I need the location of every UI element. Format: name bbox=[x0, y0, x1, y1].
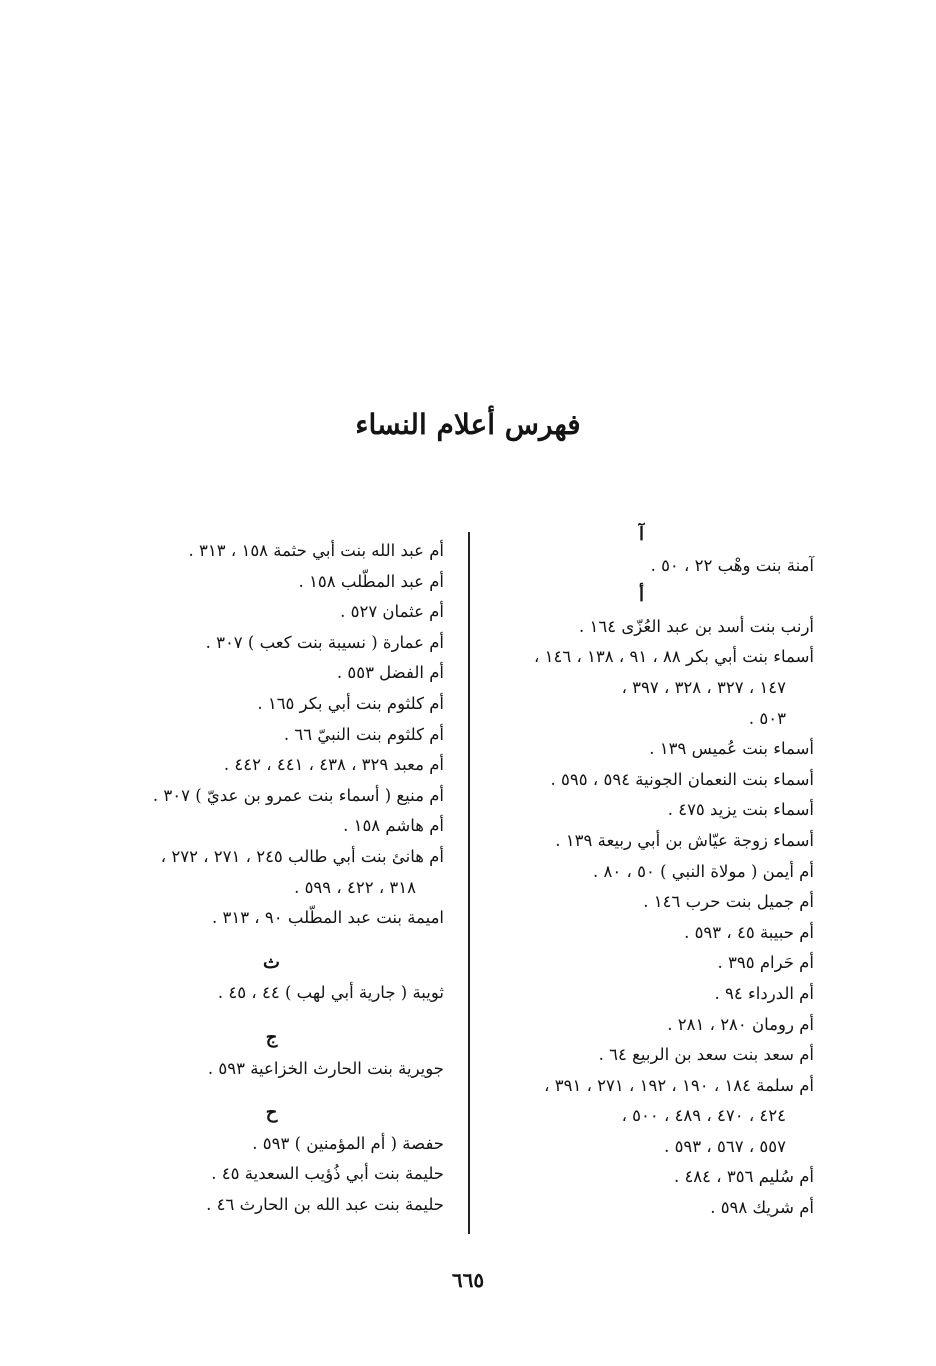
index-entry: أسماء بنت عُميس ١٣٩ . bbox=[649, 739, 814, 759]
index-entry: أسماء زوجة عيّاش بن أبي ربيعة ١٣٩ . bbox=[555, 830, 814, 850]
index-entry: أم هانئ بنت أبي طالب ٢٤٥ ، ٢٧١ ، ٢٧٢ ، bbox=[160, 846, 444, 866]
index-entry: أسماء بنت يزيد ٤٧٥ . bbox=[667, 800, 814, 820]
index-column-right bbox=[469, 520, 814, 1224]
index-entry: أرنب بنت أسد بن عبد العُزّى ١٦٤ . bbox=[579, 616, 814, 636]
index-spacer bbox=[99, 934, 444, 948]
index-entry: آمنة بنت وهْب ٢٢ ، ٥٠ . bbox=[650, 555, 814, 575]
index-entry: حليمة بنت عبد الله بن الحارث ٤٦ . bbox=[206, 1194, 444, 1214]
index-entry: أم الدرداء ٩٤ . bbox=[714, 983, 814, 1003]
page-title: فهرس أعلام النساء bbox=[355, 408, 581, 441]
index-section-letter: ث bbox=[263, 951, 280, 973]
index-section-letter: ج bbox=[265, 1026, 278, 1048]
index-entry: أم سُليم ٣٥٦ ، ٤٨٤ . bbox=[673, 1167, 814, 1187]
index-entry: أم منيع ( أسماء بنت عمرو بن عديّ ) ٣٠٧ . bbox=[152, 785, 444, 805]
index-entry: أم الفضل ٥٥٣ . bbox=[336, 663, 444, 683]
index-entry: أم عمارة ( نسيبة بنت كعب ) ٣٠٧ . bbox=[205, 632, 444, 652]
index-entry: أم سعد بنت سعد بن الربيع ٦٤ . bbox=[598, 1045, 814, 1065]
index-entry: أسماء بنت النعمان الجونية ٥٩٤ ، ٥٩٥ . bbox=[550, 769, 814, 789]
index-entry: أم حَرام ٣٩٥ . bbox=[717, 953, 814, 973]
index-entry: أم عثمان ٥٢٧ . bbox=[340, 602, 444, 622]
index-entry: أم عبد الله بنت أبي حثمة ١٥٨ ، ٣١٣ . bbox=[188, 541, 444, 560]
index-entry: أم حبيبة ٤٥ ، ٥٩٣ . bbox=[684, 922, 814, 942]
index-entry: أم كلثوم بنت النبيّ ٦٦ . bbox=[283, 724, 444, 744]
index-entry-continuation: ٣١٨ ، ٤٢٢ ، ٥٩٩ . bbox=[294, 877, 416, 897]
index-entry: أم هاشم ١٥٨ . bbox=[343, 816, 444, 836]
index-entry: جويرية بنت الحارث الخزاعية ٥٩٣ . bbox=[207, 1058, 444, 1078]
index-entry: اميمة بنت عبد المطّلب ٩٠ ، ٣١٣ . bbox=[211, 908, 444, 928]
index-section-letter: آ bbox=[638, 524, 644, 545]
index-entry: أم سلمة ١٨٤ ، ١٩٠ ، ١٩٢ ، ٢٧١ ، ٣٩١ ، bbox=[544, 1075, 814, 1095]
column-divider bbox=[468, 532, 470, 1234]
index-entry: حفصة ( أم المؤمنين ) ٥٩٣ . bbox=[252, 1133, 444, 1153]
index-entry: حليمة بنت أبي ذُؤيب السعدية ٤٥ . bbox=[211, 1164, 444, 1184]
index-section-letter: أ bbox=[638, 585, 644, 607]
index-entry: أم كلثوم بنت أبي بكر ١٦٥ . bbox=[257, 693, 444, 713]
index-entry: أسماء بنت أبي بكر ٨٨ ، ٩١ ، ١٣٨ ، ١٤٦ ، bbox=[534, 647, 814, 667]
index-entry-continuation: ١٤٧ ، ٣٢٧ ، ٣٢٨ ، ٣٩٧ ، bbox=[621, 677, 786, 697]
index-spacer bbox=[99, 1009, 444, 1023]
page-number: ٦٦٥ bbox=[451, 1268, 485, 1292]
index-section-letter: ح bbox=[265, 1102, 278, 1124]
index-entry: أم عبد المطّلب ١٥٨ . bbox=[298, 571, 444, 591]
index-entry: ثويبة ( جارية أبي لهب ) ٤٤ ، ٤٥ . bbox=[217, 983, 444, 1003]
index-entry-continuation: ٥٥٧ ، ٥٦٧ ، ٥٩٣ . bbox=[664, 1136, 786, 1156]
index-entry: أم أيمن ( مولاة النبي ) ٥٠ ، ٨٠ . bbox=[593, 861, 814, 881]
index-entry: أم شريك ٥٩٨ . bbox=[710, 1198, 814, 1218]
index-column-left bbox=[99, 536, 444, 1220]
index-entry-continuation: ٤٢٤ ، ٤٧٠ ، ٤٨٩ ، ٥٠٠ ، bbox=[621, 1106, 786, 1126]
index-entry: أم رومان ٢٨٠ ، ٢٨١ . bbox=[667, 1014, 814, 1034]
index-entry: أم معبد ٣٢٩ ، ٤٣٨ ، ٤٤١ ، ٤٤٢ . bbox=[223, 755, 444, 775]
index-entry: أم جميل بنت حرب ١٤٦ . bbox=[643, 892, 814, 912]
index-spacer bbox=[99, 1084, 444, 1098]
index-entry-continuation: ٥٠٣ . bbox=[748, 708, 786, 728]
